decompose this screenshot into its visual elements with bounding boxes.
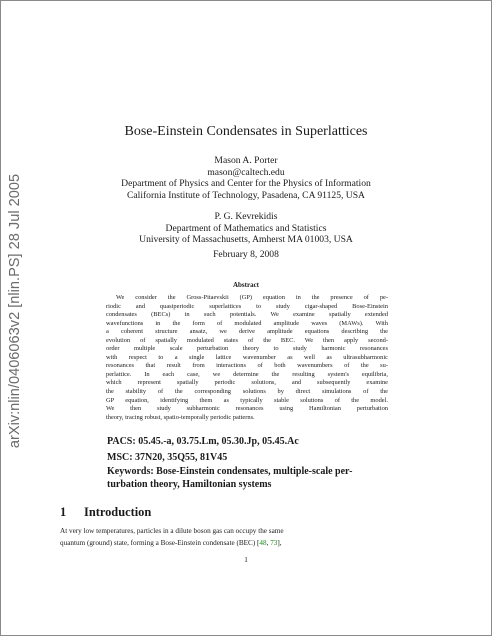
- author-email: mason@caltech.edu: [207, 166, 285, 178]
- arxiv-id: arXiv:nlin/0406063v2 [nlin.PS] 28 Jul 2005: [7, 173, 24, 449]
- author-affiliation-line: Department of Physics and Center for the Physics of Information: [121, 178, 371, 190]
- intro-paragraph: [60, 526, 386, 549]
- section-heading: [60, 505, 151, 520]
- abstract-line: the stability of the corresponding solutions by direct simulations of the: [106, 388, 388, 396]
- keywords: [107, 466, 395, 491]
- abstract-line: We then study subharmonic resonances using Hamiltonian perturbation: [106, 405, 388, 413]
- author-block-1: [60, 155, 432, 201]
- abstract-line: with respect to a single lattice wavenumber as well as ultrasubharmonic: [106, 353, 388, 361]
- keywords-line: turbation theory, Hamiltonian systems: [107, 478, 272, 490]
- abstract-line: order multiple scale perturbation theory to study harmonic resonances: [106, 345, 388, 353]
- section-number: 1: [60, 505, 67, 519]
- abstract-line: which represent spatially periodic solutions, and subsequently examine: [106, 379, 388, 387]
- page-number: 1: [244, 556, 248, 564]
- abstract-line: riodic and quasiperiodic superlattices to study cigar-shaped Bose-Einstein: [106, 302, 388, 310]
- abstract-line: wavefunctions in the form of modulated amplitude waves (MAWs). With: [106, 319, 388, 327]
- paper-date: February 8, 2008: [213, 249, 279, 260]
- msc-codes: MSC: 37N20, 35Q55, 81V45: [107, 452, 228, 463]
- author-name: Mason A. Porter: [214, 155, 278, 166]
- paper-title: Bose-Einstein Condensates in Superlattices: [124, 124, 368, 139]
- author-block-2: [60, 211, 432, 246]
- intro-line: At very low temperatures, particles in a dilute boson gas can occupy the same: [60, 527, 284, 535]
- citation-link[interactable]: 48: [259, 538, 267, 547]
- keywords-line: Keywords: Bose-Einstein condensates, multiple-scale per-: [107, 466, 353, 477]
- abstract-heading: Abstract: [232, 281, 260, 289]
- author-affiliation-line: California Institute of Technology, Pasadena, CA 91125, USA: [127, 189, 365, 201]
- abstract-line: a coherent structure ansatz, we derive amplitude equations describing the: [106, 328, 388, 336]
- abstract-line: condensates (BECs) in such potentials. We examine spatially extended: [106, 311, 388, 319]
- abstract-line: evolution of spatially modulated states of the BEC. We then apply second-: [106, 336, 388, 344]
- citation-close: ]: [277, 538, 280, 547]
- abstract-line: GP equation, identifying them as typically stable solutions of the model.: [106, 396, 388, 404]
- abstract-line: resonances that result from interactions of both wavenumbers of the su-: [106, 362, 388, 370]
- intro-line-end: ,: [279, 538, 282, 547]
- abstract-line: perlattice. In each case, we determine the resulting system's equilibria,: [106, 370, 388, 378]
- author-name: P. G. Kevrekidis: [214, 211, 278, 222]
- section-title: Introduction: [84, 505, 152, 519]
- intro-line-text: quantum (ground) state, forming a Bose-Einstein condensate (BEC) [: [60, 538, 260, 547]
- intro-line: [60, 538, 386, 550]
- pacs-codes: PACS: 05.45.-a, 03.75.Lm, 05.30.Jp, 05.45.Ac: [107, 436, 299, 447]
- citation-separator: ,: [266, 538, 271, 547]
- author-affiliation-line: University of Massachusetts, Amherst MA 01003, USA: [139, 234, 353, 246]
- author-affiliation-line: Department of Mathematics and Statistics: [165, 222, 327, 234]
- arxiv-stamp: [3, 152, 27, 470]
- abstract-line: theory, tracing robust, spatio-temporally periodic patterns.: [106, 413, 255, 421]
- abstract-line: We consider the Gross-Pitaevskii (GP) equation in the presence of pe-: [116, 294, 388, 301]
- citation-link[interactable]: 73: [270, 538, 278, 547]
- abstract-body: [106, 294, 388, 422]
